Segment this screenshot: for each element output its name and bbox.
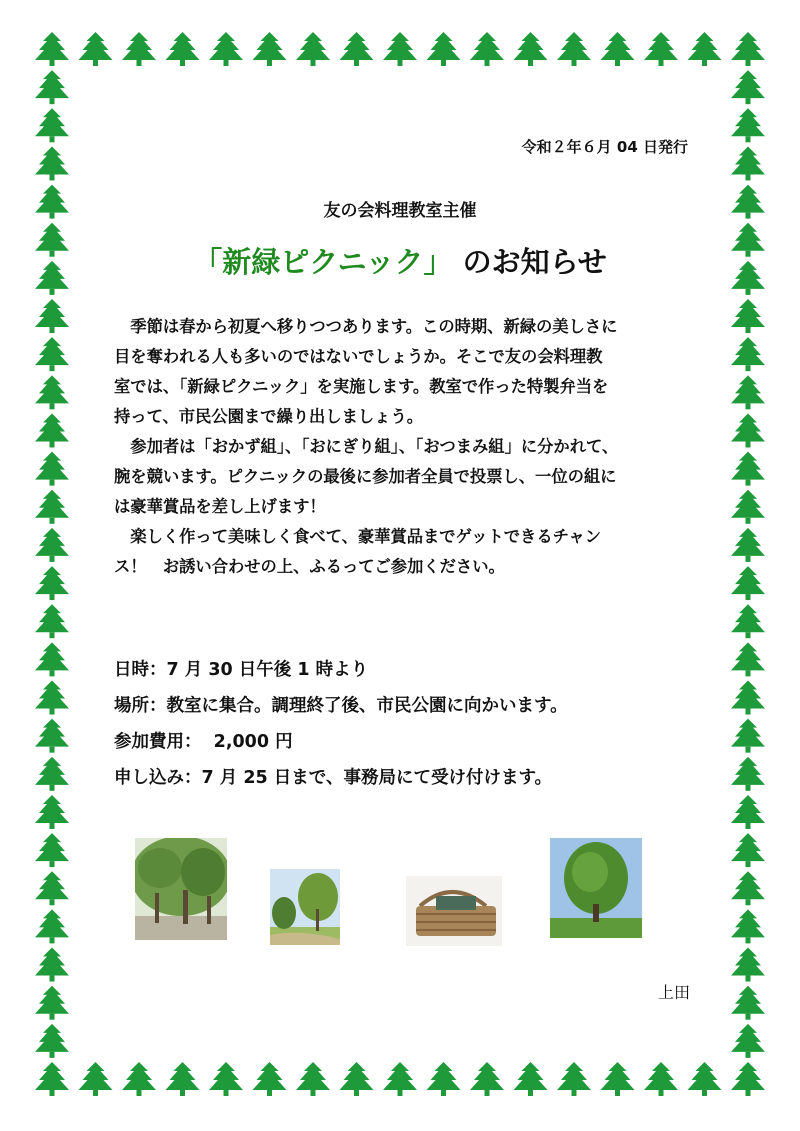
pine-tree-icon (35, 833, 69, 867)
pine-tree-icon (731, 413, 765, 447)
body-line: 参加者は「おかず組」、「おにぎり組」、「おつまみ組」に分かれて、 (114, 437, 619, 456)
pine-tree-icon (35, 757, 69, 791)
pine-tree-icon (35, 1024, 69, 1058)
pine-tree-icon (35, 490, 69, 524)
pine-tree-icon (35, 337, 69, 371)
pine-tree-icon (35, 299, 69, 333)
pine-tree-icon (731, 871, 765, 905)
pine-tree-icon (731, 719, 765, 753)
pine-tree-icon (35, 909, 69, 943)
pine-tree-icon (340, 32, 374, 66)
pine-tree-icon (644, 32, 678, 66)
pine-tree-icon (35, 719, 69, 753)
pine-tree-icon (383, 32, 417, 66)
pine-tree-icon (296, 32, 330, 66)
body-line: 室では、「新緑ピクニック」を実施します。教室で作った特製弁当を (114, 377, 609, 396)
pine-tree-icon (35, 604, 69, 638)
pine-tree-icon (427, 1062, 461, 1096)
pine-tree-icon (731, 681, 765, 715)
pine-tree-icon (470, 1062, 504, 1096)
pine-tree-icon (166, 1062, 200, 1096)
pine-tree-icon (731, 795, 765, 829)
pine-tree-icon (383, 1062, 417, 1096)
body-line: 腕を競います。ピクニックの最後に参加者全員で投票し、一位の組に (114, 467, 617, 486)
pine-tree-icon (35, 642, 69, 676)
pine-tree-icon (35, 413, 69, 447)
pine-tree-icon (731, 337, 765, 371)
body-line: は豪華賞品を差し上げます！ (114, 497, 326, 516)
page-title (0, 240, 800, 281)
pine-tree-icon (35, 452, 69, 486)
body-line: 目を奪われる人も多いのではないでしょうか。そこで友の会料理教 (114, 347, 603, 366)
pine-tree-icon (731, 108, 765, 142)
pine-tree-icon (253, 32, 287, 66)
pine-tree-icon (731, 452, 765, 486)
pine-tree-icon (79, 32, 113, 66)
pine-tree-icon (427, 32, 461, 66)
pine-tree-icon (35, 32, 69, 66)
pine-tree-icon (731, 32, 765, 66)
pine-tree-icon (601, 32, 635, 66)
pine-tree-icon (296, 1062, 330, 1096)
pine-tree-icon (688, 1062, 722, 1096)
event-details (114, 652, 568, 796)
pine-tree-icon (35, 986, 69, 1020)
pine-tree-icon (209, 32, 243, 66)
pine-tree-icon (166, 32, 200, 66)
pine-tree-icon (35, 795, 69, 829)
pine-tree-icon (731, 146, 765, 180)
pine-tree-icon (731, 757, 765, 791)
pine-tree-icon (253, 1062, 287, 1096)
photo-tree-avenue (135, 838, 227, 940)
pine-tree-icon (731, 1024, 765, 1058)
pine-tree-icon (731, 642, 765, 676)
pine-tree-icon (731, 909, 765, 943)
pine-tree-icon (731, 375, 765, 409)
pine-tree-icon (731, 490, 765, 524)
pine-tree-icon (514, 32, 548, 66)
pine-tree-icon (731, 948, 765, 982)
pine-tree-icon (731, 70, 765, 104)
pine-tree-icon (340, 1062, 374, 1096)
detail-application: 申し込み：7 月 25 日まで、事務局にて受け付けます。 (114, 768, 553, 788)
body-line: 季節は春から初夏へ移りつつあります。この時期、新緑の美しさに (114, 317, 618, 336)
pine-tree-icon (731, 833, 765, 867)
pine-tree-icon (601, 1062, 635, 1096)
photo-picnic-basket (406, 876, 502, 946)
pine-tree-icon (209, 1062, 243, 1096)
pine-tree-icon (122, 32, 156, 66)
body-line: ス！ お誘い合わせの上、ふるってご参加ください。 (114, 557, 505, 576)
title-event-name: 「新緑ピクニック」 (193, 245, 453, 279)
pine-tree-icon (35, 871, 69, 905)
pine-tree-icon (688, 32, 722, 66)
photo-park-tree (270, 869, 340, 945)
organizer: 友の会料理教室主催 (323, 201, 477, 221)
body-text (114, 312, 694, 582)
pine-tree-icon (35, 681, 69, 715)
pine-tree-icon (35, 528, 69, 562)
issue-date: 令和２年６月 04 日発行 (521, 138, 688, 156)
detail-datetime: 日時：7 月 30 日午後 1 時より (114, 660, 369, 680)
body-line: 楽しく作って美味しく食べて、豪華賞品までゲットできるチャン (114, 527, 601, 546)
pine-tree-icon (731, 528, 765, 562)
pine-tree-icon (35, 70, 69, 104)
pine-tree-icon (514, 1062, 548, 1096)
pine-tree-icon (35, 948, 69, 982)
photo-lone-tree (550, 838, 642, 938)
detail-fee: 参加費用： 2,000 円 (114, 732, 293, 752)
pine-tree-icon (79, 1062, 113, 1096)
pine-tree-icon (557, 32, 591, 66)
pine-tree-icon (731, 1062, 765, 1096)
pine-tree-icon (470, 32, 504, 66)
pine-tree-icon (35, 108, 69, 142)
detail-location: 場所：教室に集合。調理終了後、市民公園に向かいます。 (114, 696, 568, 716)
pine-tree-icon (35, 1062, 69, 1096)
pine-tree-icon (731, 604, 765, 638)
pine-tree-icon (644, 1062, 678, 1096)
pine-tree-icon (731, 566, 765, 600)
title-suffix: のお知らせ (462, 245, 607, 279)
body-line: 持って、市民公園まで繰り出しましょう。 (114, 407, 424, 426)
pine-tree-icon (35, 375, 69, 409)
pine-tree-icon (731, 986, 765, 1020)
pine-tree-icon (122, 1062, 156, 1096)
pine-tree-icon (35, 146, 69, 180)
pine-tree-icon (557, 1062, 591, 1096)
author-name: 上田 (657, 983, 690, 1002)
pine-tree-icon (35, 566, 69, 600)
pine-tree-icon (731, 299, 765, 333)
